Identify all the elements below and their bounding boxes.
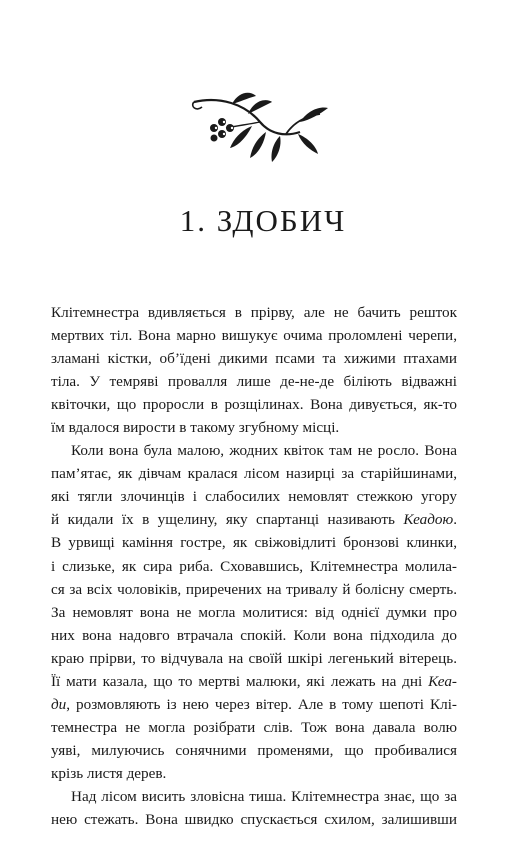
text-line: Клітемнестра вдивляється в прірву, але не бачить решток <box>51 304 457 321</box>
text-line: ся за всіх чоловіків, приречених на тривалу й болісну смерть. <box>51 580 457 598</box>
text-line: уяві, милуючись сонячними променями, що пробивалися <box>51 741 457 759</box>
floral-branch-icon <box>190 92 330 162</box>
text-line: Коли вона була малою, жодних квіток там не росло. Вона <box>71 442 457 460</box>
text-line: темнестра не могла розібрати слів. Тож вона давала волю <box>51 718 457 736</box>
text-line: ди, розмовляють із нею через вітер. Але в тому шепоті Клі- <box>51 695 457 713</box>
text-line: За немовлят вона не могла молитися: від однієї думки про <box>51 603 457 621</box>
chapter-title: 1. ЗДОБИЧ <box>179 203 347 238</box>
text-line: краю прірви, то відчувала на своїй шкірі легенький вітерець. <box>51 649 457 667</box>
text-line: нею стежать. Вона швидко спускається схилом, залишивши <box>51 811 457 829</box>
text-line: й кидали їх в ущелину, яку спартанці називають Кеадою. <box>51 511 457 529</box>
text-line: В урвищі каміння гостре, як свіжовідлиті бронзові клинки, <box>51 534 457 552</box>
text-line: крізь листя дерев. <box>51 764 167 782</box>
text-line: і слизьке, як сира риба. Сховавшись, Клітемнестра молила- <box>51 557 457 575</box>
text-line: зламані кістки, об’їдені дикими псами та хижими птахами <box>51 350 457 368</box>
text-line: них вона надовго втрачала спокій. Коли вона підходила до <box>51 626 457 644</box>
body-text <box>51 301 457 831</box>
text-line: Її мати казала, що то мертві малюки, які лежать на дні Кеа- <box>51 672 457 690</box>
text-line: квіточки, що проросли в розщілинах. Вона дивується, як-то <box>51 396 457 414</box>
text-line: тіла. У темряві провалля лише де-не-де біліють відважні <box>51 373 457 391</box>
text-line: мертвих тіл. Вона марно вишукує очима проломлені черепи, <box>51 327 457 345</box>
paragraph-3 <box>51 785 457 831</box>
text-line: пам’ятає, як дівчам кралася лісом назирці за старійшинами, <box>51 465 457 483</box>
text-line: їм вдалося вирости в такому згубному місці. <box>51 419 340 437</box>
paragraph-2 <box>51 439 457 785</box>
paragraph-1 <box>51 301 457 439</box>
text-line: Над лісом висить зловісна тиша. Клітемнестра знає, що за <box>71 787 457 805</box>
text-line: які тягли злочинців і слабосилих немовлят стежкою угору <box>51 488 457 506</box>
